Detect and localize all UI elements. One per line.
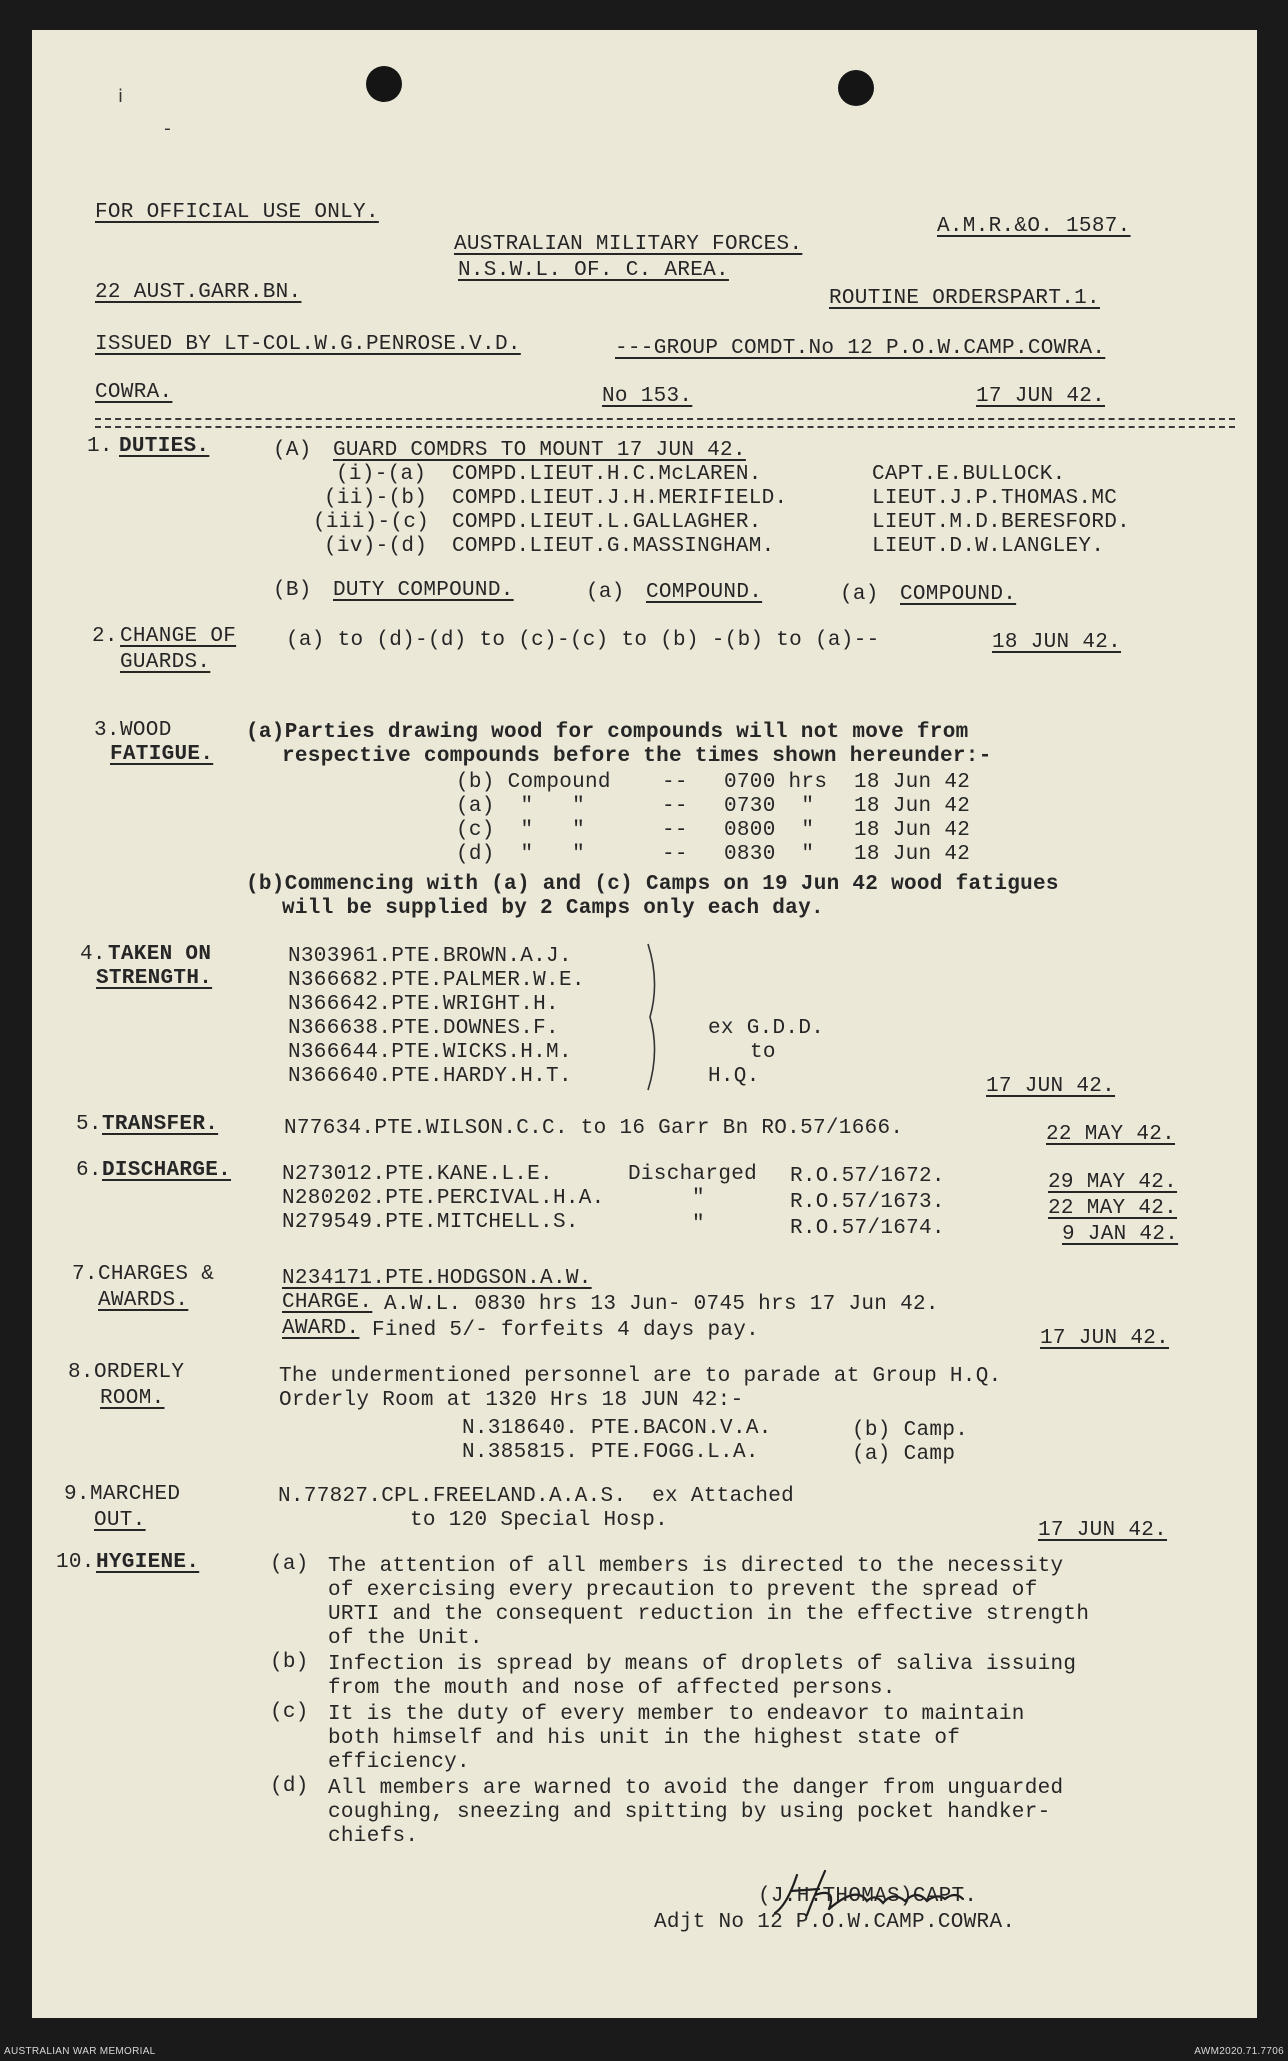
guard-change-date: 18 JUN 42. — [992, 631, 1122, 654]
guard-row-officer: LIEUT.M.D.BERESFORD. — [872, 511, 1131, 534]
section-number: 3. — [94, 719, 120, 742]
section-number: 2. — [92, 625, 118, 648]
guard-row-index: (iv)-(d) — [324, 535, 428, 558]
section-title-discharge: DISCHARGE. — [102, 1159, 232, 1182]
marched-out-line1: N.77827.CPL.FREELAND.A.A.S. ex Attached — [278, 1485, 795, 1508]
strength-to: to — [750, 1041, 776, 1064]
discharge-ro: R.O.57/1674. — [790, 1217, 945, 1240]
routine-orders-title: ROUTINE ORDERSPART.1. — [829, 287, 1100, 310]
charge-label: CHARGE. — [282, 1291, 373, 1314]
strength-entry: N366644.PTE.WICKS.H.M. — [288, 1041, 572, 1064]
discharge-date: 29 MAY 42. — [1048, 1171, 1178, 1194]
discharge-status: " — [692, 1187, 705, 1210]
section-title-transfer: TRANSFER. — [102, 1113, 219, 1136]
orderly-camp: (a) Camp — [852, 1443, 956, 1466]
discharge-date: 9 JAN 42. — [1062, 1223, 1179, 1246]
hygiene-line: It is the duty of every member to endeavor to maintain — [328, 1703, 1025, 1726]
place-name: COWRA. — [95, 381, 173, 404]
archive-accession-number: AWM2020.71.7706 — [1194, 2046, 1284, 2057]
wood-time-date: 18 Jun 42 — [854, 843, 971, 866]
hygiene-line: of exercising every precaution to prevent the spread of — [328, 1579, 1038, 1602]
strength-entry: N366682.PTE.PALMER.W.E. — [288, 969, 585, 992]
orderly-line2: Orderly Room at 1320 Hrs 18 JUN 42:- — [279, 1389, 744, 1412]
guard-row-index: (iii)-(c) — [313, 511, 430, 534]
compound-prefix: (a) — [586, 581, 625, 604]
orderly-person: N.385815. PTE.FOGG.L.A. — [462, 1441, 759, 1464]
guard-row-index: (ii)-(b) — [324, 487, 428, 510]
official-use-label: FOR OFFICIAL USE ONLY. — [95, 201, 379, 224]
charges-date: 17 JUN 42. — [1040, 1327, 1170, 1350]
wood-time-date: 18 Jun 42 — [854, 771, 971, 794]
strength-entry: N366638.PTE.DOWNES.F. — [288, 1017, 559, 1040]
hygiene-line: of the Unit. — [328, 1627, 483, 1650]
guard-row-officer: LIEUT.D.W.LANGLEY. — [872, 535, 1105, 558]
guard-row-officer: LIEUT.J.P.THOMAS.MC — [872, 487, 1118, 510]
award-text: Fined 5/- forfeits 4 days pay. — [372, 1319, 760, 1342]
section-title-change-of-guards: CHANGE OF — [120, 625, 237, 648]
strength-origin: ex G.D.D. — [708, 1017, 825, 1040]
guard-row-officer: CAPT.E.BULLOCK. — [872, 463, 1066, 486]
wood-para-a-line1: (a)Parties drawing wood for compounds will not move from — [246, 721, 969, 744]
guard-commanders-heading: GUARD COMDRS TO MOUNT 17 JUN 42. — [333, 439, 746, 462]
strength-entry: N303961.PTE.BROWN.A.J. — [288, 945, 572, 968]
orderly-camp: (b) Camp. — [852, 1419, 969, 1442]
guard-row-index: (i)-(a) — [336, 463, 427, 486]
wood-time-date: 18 Jun 42 — [854, 819, 971, 842]
section-title-marched: MARCHED — [90, 1483, 181, 1506]
section-title-duties: DUTIES. — [119, 435, 210, 458]
discharge-name: N273012.PTE.KANE.L.E. — [282, 1163, 553, 1186]
discharge-name: N279549.PTE.MITCHELL.S. — [282, 1211, 579, 1234]
wood-para-b-line2: will be supplied by 2 Camps only each day. — [282, 897, 824, 920]
issued-by: ISSUED BY LT-COL.W.G.PENROSE.V.D. — [95, 333, 521, 356]
organisation-title: AUSTRALIAN MILITARY FORCES. — [454, 233, 803, 256]
hygiene-line: URTI and the consequent reduction in the effective strength — [328, 1603, 1090, 1626]
section-number: 6. — [76, 1159, 102, 1182]
wood-time-hours: 0700 hrs — [724, 771, 828, 794]
wood-time-dash: -- — [662, 771, 688, 794]
section-title-taken-on: TAKEN ON — [108, 943, 212, 966]
section-title-orderly: ORDERLY — [94, 1361, 185, 1384]
wood-time-date: 18 Jun 42 — [854, 795, 971, 818]
strength-date: 17 JUN 42. — [986, 1075, 1116, 1098]
wood-para-b-line1: (b)Commencing with (a) and (c) Camps on 19 Jun 42 wood fatigues — [246, 873, 1059, 896]
section-number: 5. — [76, 1113, 102, 1136]
discharge-status: " — [692, 1213, 705, 1236]
section-number: 1. — [87, 435, 113, 458]
group-commandant: ---GROUP COMDT.No 12 P.O.W.CAMP.COWRA. — [615, 337, 1106, 360]
wood-time-dash: -- — [662, 819, 688, 842]
discharge-ro: R.O.57/1673. — [790, 1191, 945, 1214]
punch-hole-right — [838, 70, 874, 106]
signatory-name: (J.H.THOMAS)CAPT. — [758, 1885, 978, 1908]
charge-text: A.W.L. 0830 hrs 13 Jun- 0745 hrs 17 Jun 42. — [384, 1293, 939, 1316]
margin-mark: - — [162, 120, 173, 140]
hygiene-line: Infection is spread by means of droplets of saliva issuing — [328, 1653, 1077, 1676]
section-title-change-of-guards-2: GUARDS. — [120, 651, 211, 674]
unit-name: 22 AUST.GARR.BN. — [95, 281, 302, 304]
section-number: 7. — [72, 1263, 98, 1286]
wood-time-compound: (c) " " — [456, 819, 586, 842]
reference-number: A.M.R.&O. 1587. — [937, 215, 1131, 238]
archive-credit: AUSTRALIAN WAR MEMORIAL — [4, 2046, 156, 2057]
guard-row-compound: COMPD.LIEUT.J.H.MERIFIELD. — [452, 487, 788, 510]
transfer-text: N77634.PTE.WILSON.C.C. to 16 Garr Bn RO.57/1666. — [284, 1117, 904, 1140]
wood-time-hours: 0800 " — [724, 819, 815, 842]
order-number: No 153. — [602, 385, 693, 408]
duty-compound-label: DUTY COMPOUND. — [333, 579, 514, 602]
wood-time-hours: 0830 " — [724, 843, 815, 866]
section-number: 8. — [68, 1361, 94, 1384]
wood-time-hours: 0730 " — [724, 795, 815, 818]
guard-row-compound: COMPD.LIEUT.H.C.McLAREN. — [452, 463, 762, 486]
compound-label: COMPOUND. — [646, 581, 763, 604]
hygiene-line: efficiency. — [328, 1751, 470, 1774]
hygiene-para-label: (c) — [270, 1701, 309, 1724]
wood-time-dash: -- — [662, 795, 688, 818]
hygiene-line: All members are warned to avoid the danger from unguarded — [328, 1777, 1064, 1800]
orderly-person: N.318640. PTE.BACON.V.A. — [462, 1417, 772, 1440]
charged-soldier: N234171.PTE.HODGSON.A.W. — [282, 1267, 592, 1290]
marched-out-date: 17 JUN 42. — [1038, 1519, 1168, 1542]
hygiene-line: both himself and his unit in the highest state of — [328, 1727, 961, 1750]
document-page — [32, 30, 1257, 2018]
order-date: 17 JUN 42. — [976, 385, 1106, 408]
strength-entry: N366642.PTE.WRIGHT.H. — [288, 993, 559, 1016]
margin-mark: ⅰ — [118, 88, 124, 108]
discharge-status: Discharged — [628, 1163, 758, 1186]
award-label: AWARD. — [282, 1317, 360, 1340]
transfer-date: 22 MAY 42. — [1046, 1123, 1176, 1146]
guard-row-compound: COMPD.LIEUT.G.MASSINGHAM. — [452, 535, 775, 558]
hygiene-para-label: (a) — [270, 1553, 309, 1576]
section-number: 9. — [64, 1483, 90, 1506]
wood-time-dash: -- — [662, 843, 688, 866]
divider-rule — [95, 426, 1235, 428]
bracket — [644, 942, 664, 1092]
hygiene-para-label: (d) — [270, 1775, 309, 1798]
signatory-role: Adjt No 12 P.O.W.CAMP.COWRA. — [654, 1911, 1016, 1934]
section-title-out: OUT. — [94, 1509, 146, 1532]
hygiene-line: coughing, sneezing and spitting by using pocket handker- — [328, 1801, 1051, 1824]
compound-prefix: (a) — [840, 583, 879, 606]
strength-destination: H.Q. — [708, 1065, 760, 1088]
compound-label: COMPOUND. — [900, 583, 1017, 606]
guard-rotation-text: (a) to (d)-(d) to (c)-(c) to (b) -(b) to (a)-- — [286, 629, 880, 652]
wood-time-compound: (d) " " — [456, 843, 586, 866]
discharge-ro: R.O.57/1672. — [790, 1165, 945, 1188]
wood-para-a-line2: respective compounds before the times shown hereunder:- — [282, 745, 992, 768]
section-title-awards: AWARDS. — [98, 1289, 189, 1312]
section-title-hygiene: HYGIENE. — [96, 1551, 200, 1574]
organisation-area: N.S.W.L. OF. C. AREA. — [458, 259, 729, 282]
section-title-wood: WOOD — [120, 719, 172, 742]
subsection-label: (B) — [273, 579, 312, 602]
divider-rule — [95, 418, 1235, 420]
section-title-strength: STRENGTH. — [96, 967, 213, 990]
wood-time-compound: (a) " " — [456, 795, 586, 818]
punch-hole-left — [366, 66, 402, 102]
hygiene-para-label: (b) — [270, 1651, 309, 1674]
orderly-line1: The undermentioned personnel are to parade at Group H.Q. — [279, 1365, 1002, 1388]
section-title-room: ROOM. — [100, 1387, 165, 1410]
section-number: 10. — [56, 1551, 95, 1574]
section-title-fatigue: FATIGUE. — [110, 743, 214, 766]
guard-row-compound: COMPD.LIEUT.L.GALLAGHER. — [452, 511, 762, 534]
hygiene-line: chiefs. — [328, 1825, 419, 1848]
hygiene-line: from the mouth and nose of affected persons. — [328, 1677, 896, 1700]
marched-out-line2: to 120 Special Hosp. — [410, 1509, 669, 1532]
wood-time-compound: (b) Compound — [456, 771, 611, 794]
discharge-date: 22 MAY 42. — [1048, 1197, 1178, 1220]
section-title-charges: CHARGES & — [98, 1263, 215, 1286]
discharge-name: N280202.PTE.PERCIVAL.H.A. — [282, 1187, 605, 1210]
hygiene-line: The attention of all members is directed to the necessity — [328, 1555, 1064, 1578]
subsection-label: (A) — [273, 439, 312, 462]
strength-entry: N366640.PTE.HARDY.H.T. — [288, 1065, 572, 1088]
section-number: 4. — [80, 943, 106, 966]
